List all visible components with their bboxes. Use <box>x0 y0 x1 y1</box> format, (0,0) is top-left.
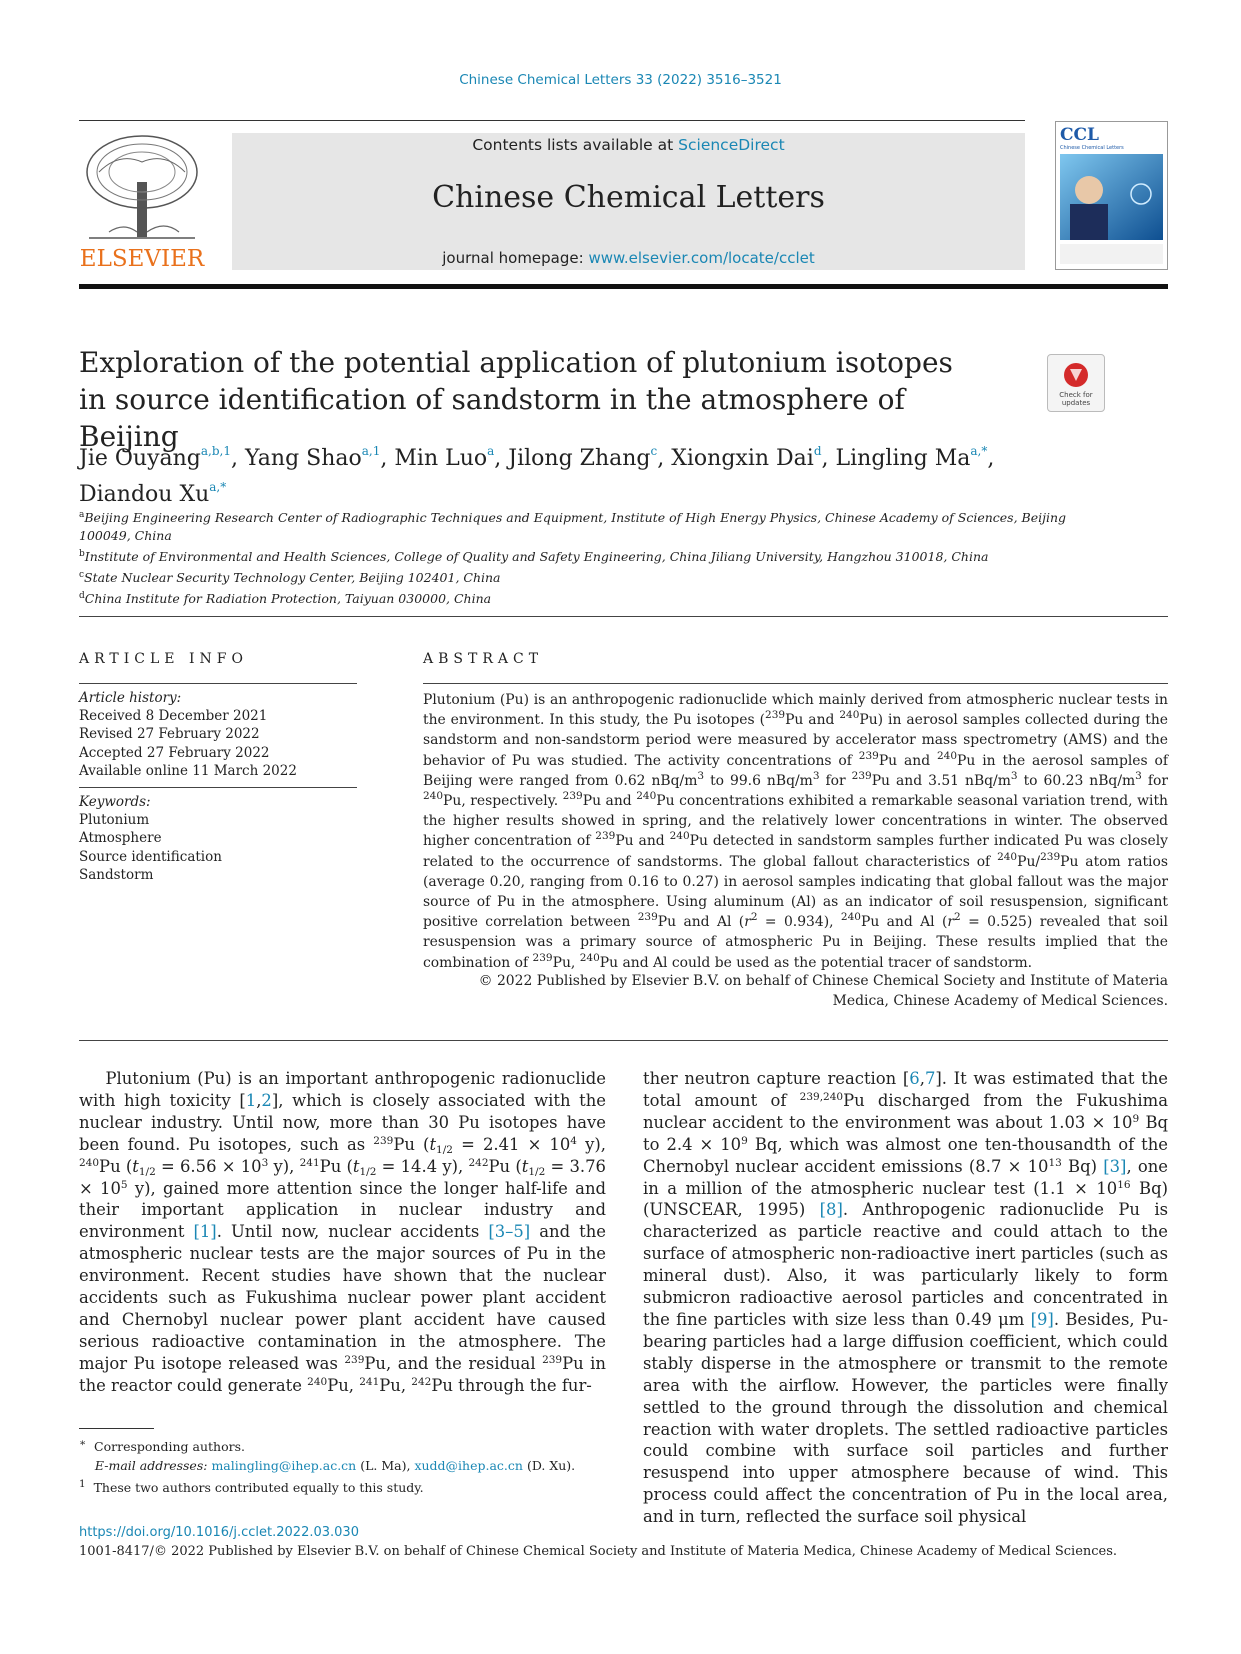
author: Xiongxin Dai$^d$ <box>671 444 822 471</box>
history-item: Accepted 27 February 2022 <box>79 744 270 761</box>
history-item: Available online 11 March 2022 <box>79 762 297 779</box>
footnote-rule <box>79 1428 154 1429</box>
header-rule <box>79 120 1025 121</box>
author-affil-link[interactable]: a,b,1 <box>200 444 231 458</box>
author-affil-link[interactable]: a <box>487 444 495 458</box>
author-affil-link[interactable]: a,* <box>209 480 227 494</box>
citation-link[interactable]: [3] <box>1103 1156 1127 1176</box>
article-info-heading: ARTICLE INFO <box>79 651 248 667</box>
contents-line <box>232 133 1025 155</box>
cover-image <box>1056 122 1167 269</box>
history-label: Article history: <box>79 690 182 706</box>
affiliation-rule <box>79 616 1168 617</box>
keywords-label: Keywords: <box>79 794 151 810</box>
keywords <box>79 793 359 884</box>
keyword: Sandstorm <box>79 866 154 883</box>
abstract-text: Plutonium (Pu) is an anthropogenic radionuclide which mainly derived from atmospheric nuclear tests in the environment. In this study, the Pu isotopes ($^{239}$Pu and $^{240}$Pu) in aerosol samples collected during the sandstorm and non-sandstorm period were measured by accelerator mass spectrometry (AMS) and the behavior of Pu was studied. The activity concentrations of $^{239}$Pu and $^{240}$Pu in the aerosol samples of Beijing were ranged from 0.62 nBq/$m^3$ to 99.6 nBq/$m^3$ for $^{239}$Pu and 3.51 nBq/$m^3$ to 60.23 nBq/$m^3$ for $^{240}$Pu, respectively. $^{239}$Pu and $^{240}$Pu concentrations exhibited a remarkable seasonal variation trend, with the higher results showed in spring, and the relatively lower concentrations in winter. The observed higher concentration of $^{239}$Pu and $^{240}$Pu detected in sandstorm samples further indicated Pu was closely related to the occurrence of sandstorms. The global fallout characteristics of $^{240}$Pu/$^{239}$Pu atom ratios (average 0.20, ranging from 0.16 to 0.27) in aerosol samples indicating that global fallout was the major source of Pu in the atmosphere. Using aluminum (Al) as an indicator of soil resuspension, significant positive correlation between $^{239}$Pu and Al $(r^2 = 0.934)$, $^{240}$Pu and Al $(r^2 = 0.525)$ revealed that soil resuspension was a primary source of atmospheric Pu in Beijing. These results implied that the combination of $^{239}$Pu, $^{240}$Pu and Al could be used as the potential tracer of sandstorm. <box>423 692 1168 971</box>
svg-text:CCL: CCL <box>1060 125 1100 145</box>
keyword: Atmosphere <box>79 830 162 847</box>
citation-link[interactable]: [9] <box>1030 1309 1054 1329</box>
doi-link[interactable]: https://doi.org/10.1016/j.cclet.2022.03.030 <box>79 1525 359 1540</box>
article-title: Exploration of the potential application of plutonium isotopes in source identification of sandstorm in the atmosphere of Beijing <box>79 346 953 453</box>
citation-link[interactable]: [8] <box>819 1200 843 1220</box>
contents-prefix: Contents lists available at <box>472 136 679 154</box>
sciencedirect-link[interactable]: ScienceDirect <box>678 136 785 154</box>
citation-link[interactable]: 7 <box>924 1069 936 1088</box>
affiliation: $^c$State Nuclear Security Technology Center, Beijing 102401, China <box>79 570 501 586</box>
footnote-equal: $^1$ These two authors contributed equally to this study. <box>79 1478 424 1496</box>
footnote-corresponding: ∗ Corresponding authors. <box>79 1437 245 1455</box>
abstract-heading: ABSTRACT <box>423 651 544 667</box>
affiliation: $^d$China Institute for Radiation Protection, Taiyuan 030000, China <box>79 591 492 607</box>
check-for-updates-button[interactable] <box>1047 354 1105 412</box>
homepage-line <box>232 249 1025 267</box>
homepage-link[interactable]: www.elsevier.com/locate/cclet <box>588 249 815 267</box>
elsevier-logo[interactable] <box>79 132 205 272</box>
journal-cover[interactable] <box>1055 121 1168 270</box>
svg-text:Chinese Chemical Letters: Chinese Chemical Letters <box>1060 145 1124 151</box>
author: Min Luo$^a$ <box>394 444 495 471</box>
author-list: Jie Ouyang$^{a,b,1}$, Yang Shao$^{a,1}$, Min Luo$^a$, Jilong Zhang$^c$, Xiongxin Dai$^d$, Lingling $Ma^{a,*}$, Diandou $Xu^{a,*}$ <box>79 444 995 507</box>
body-rule <box>79 1040 1168 1041</box>
homepage-prefix: journal homepage: <box>442 249 589 267</box>
author-affil-link[interactable]: d <box>813 444 822 458</box>
author-affil-link[interactable]: a,1 <box>361 444 381 458</box>
elsevier-tree-icon <box>79 132 205 272</box>
body-column-right: ther neutron capture reaction [6,7]. It was estimated that the total amount of $^{239,240}$Pu discharged from the Fukushima nuclear accident to the environment was about $1.03 \times 10^9$ Bq to $2.4 \times 10^9$ Bq, which was almost one ten-thousandth of the Chernobyl nuclear accident emissions ($8.7 \times 10^{13}$ Bq) [3], one in a million of the atmospheric nuclear test ($1.1 \times 10^{16}$ Bq) (UNSCEAR, 1995) [8]. Anthropogenic radionuclide Pu is characterized as particle reactive and could attach to the surface of atmospheric non-radioactive inert particles (such as mineral dust). Also, it was particularly likely to form submicron radioactive aerosol particles and concentrated in the fine particles with size less than 0.49 μm [9]. Besides, Pu-bearing particles had a large diffusion coefficient, which could stably disperse in the atmosphere or transmit to the remote area with the airflow. However, the particles were finally settled to the ground through the dissolution and chemical reaction with water droplets. The settled radioactive particles could combine with surface soil particles and further resuspend into upper atmosphere because of wind. This process could affect the concentration of Pu in the local area, and in turn, reflected the surface soil physical <box>643 1069 1169 1527</box>
history-item: Received 8 December 2021 <box>79 708 268 725</box>
keyword: Plutonium <box>79 812 150 829</box>
svg-text:updates: updates <box>1061 399 1091 407</box>
author: Jie Ouyang$^{a,b,1}$ <box>79 444 231 471</box>
footnote-emails: E-mail addresses: malingling@ihep.ac.cn (L. Ma), xudd@ihep.ac.cn (D. Xu). <box>94 1458 576 1474</box>
citation-link[interactable]: 2 <box>261 1090 272 1110</box>
citation-link[interactable]: [3–5] <box>488 1222 531 1242</box>
check-updates-icon <box>1048 355 1104 411</box>
svg-text:ELSEVIER: ELSEVIER <box>79 246 205 272</box>
issn-copyright: 1001-8417/© 2022 Published by Elsevier B.V. on behalf of Chinese Chemical Society and Institute of Materia Medica, Chinese Academy of Medical Sciences. <box>79 1544 1118 1559</box>
keyword: Source identification <box>79 848 222 865</box>
journal-name: Chinese Chemical Letters <box>432 180 825 215</box>
keywords-rule <box>79 787 357 788</box>
citation-link[interactable]: 6 <box>909 1069 920 1088</box>
affiliations <box>79 506 1079 609</box>
article-info-rule <box>79 683 357 684</box>
journal-reference[interactable]: Chinese Chemical Letters 33 (2022) 3516–3521 <box>459 72 782 88</box>
author-affil-link[interactable]: c <box>650 444 658 458</box>
author: Yang Shao$^{a,1}$ <box>244 444 381 471</box>
author: Diandou $Xu^{a,*}$ <box>79 480 227 507</box>
affiliation: $^b$Institute of Environmental and Health Sciences, College of Quality and Safety Engineering, China Jiliang University, Hangzhou 310018, China <box>79 549 989 565</box>
abstract-copyright: © 2022 Published by Elsevier B.V. on behalf of Chinese Chemical Society and Institute of Materia Medica, Chinese Academy of Medical Sciences. <box>478 973 1168 1010</box>
author: Jilong Zhang$^c$ <box>508 444 658 471</box>
footnotes <box>79 1434 639 1497</box>
email-link[interactable]: malingling@ihep.ac.cn <box>211 1458 357 1474</box>
svg-text:Check for: Check for <box>1059 391 1093 399</box>
author-affil-link[interactable]: a,* <box>970 444 988 458</box>
citation-link[interactable]: 1 <box>245 1090 257 1110</box>
header-thick-rule <box>79 284 1168 289</box>
article-history <box>79 689 359 780</box>
history-item: Revised 27 February 2022 <box>79 726 260 743</box>
affiliation: $^a$Beijing Engineering Research Center of Radiographic Techniques and Equipment, Institute of High Energy Physics, Chinese Academy of Sciences, Beijing 100049, China <box>79 510 1067 544</box>
body-column-left: Plutonium (Pu) is an important anthropogenic radionuclide with high toxicity [1,2], which is closely associated with the nuclear industry. Until now, more than 30 Pu isotopes have been found. Pu isotopes, such as $^{239}$Pu ($t_{1/2} = 2.41 \times 10^4$ y), $^{240}$Pu ($t_{1/2} = 6.56 \times 10^3$ y), $^{241}$Pu ($t_{1/2} = 14.4$ y), $^{242}$Pu ($t_{1/2} = 3.76 \times 10^5$ y), gained more attention since the longer half-life and their important application in nuclear industry and environment [1]. Until now, nuclear accidents [3–5] and the atmospheric nuclear tests are the major sources of Pu in the environment. Recent studies have shown that the nuclear accidents such as Fukushima nuclear power plant accident and Chernobyl nuclear power plant accident have caused serious radioactive contamination in the atmosphere. The major Pu isotope released was $^{239}$Pu, and the residual $^{239}$Pu in the reactor could generate $^{240}$Pu, $^{241}$Pu, $^{242}$Pu through the fur- <box>79 1069 607 1395</box>
citation-link[interactable]: [1] <box>193 1222 217 1242</box>
email-link[interactable]: xudd@ihep.ac.cn <box>414 1458 523 1474</box>
abstract-rule <box>423 683 1168 684</box>
author: Lingling $Ma^{a,*}$ <box>835 444 988 471</box>
